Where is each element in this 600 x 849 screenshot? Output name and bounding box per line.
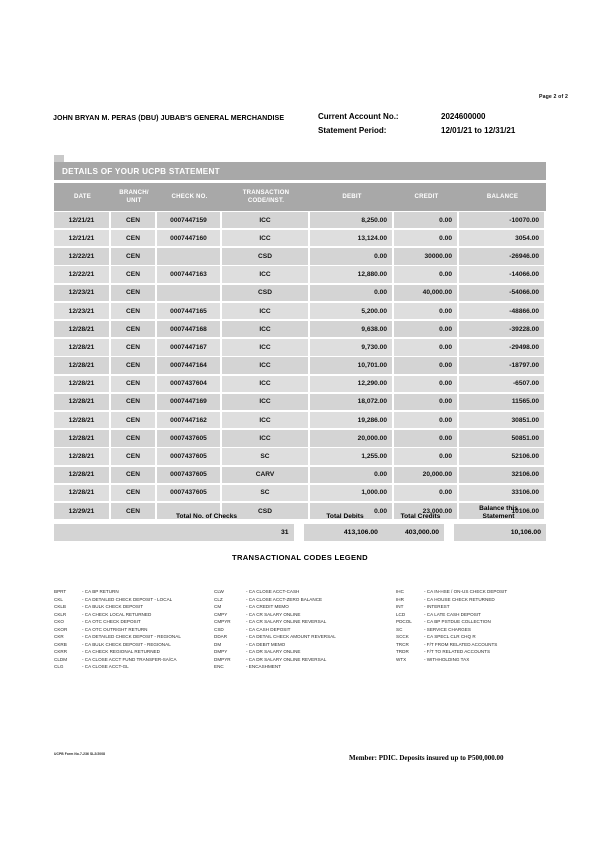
cell-date: 12/22/21 <box>54 248 109 264</box>
table-row <box>54 229 546 247</box>
totals-gap-2 <box>444 524 454 541</box>
legend-description: - CA HOUSE CHECK RETURNED <box>424 596 495 602</box>
cell-transaction-code: ICC <box>222 376 308 392</box>
table-row <box>54 484 546 502</box>
statement-period-label: Statement Period: <box>318 125 387 135</box>
legend-code: IHC <box>396 589 404 594</box>
legend-code: CKLR <box>54 611 67 617</box>
legend-item <box>214 663 396 671</box>
legend-item <box>396 656 554 664</box>
cell-debit: 0.00 <box>310 285 392 301</box>
legend-item <box>54 663 214 671</box>
legend-description: - CA OTC OUTRIGHT RETURN <box>82 626 148 632</box>
cell-date: 12/28/21 <box>54 430 109 446</box>
cell-credit: 0.00 <box>394 430 457 446</box>
table-row <box>54 411 546 429</box>
legend-item <box>214 641 396 649</box>
cell-credit: 0.00 <box>394 412 457 428</box>
column-header-date: DATE <box>74 192 91 200</box>
legend-column-3 <box>396 588 554 671</box>
legend-description: - CA CLOSE ACCT FUND TRANSFER-SA/CA <box>82 656 177 662</box>
cell-date: 12/28/21 <box>54 467 109 483</box>
column-header-debit: DEBIT <box>342 192 362 200</box>
legend-item <box>214 648 396 656</box>
cell-credit: 0.00 <box>394 339 457 355</box>
legend-description: - CA SPECL CLR CHQ R <box>424 634 476 640</box>
table-row <box>54 357 546 375</box>
account-number-row <box>318 112 515 121</box>
cell-credit: 23,000.00 <box>394 503 457 519</box>
legend-item <box>214 626 396 634</box>
cell-balance: -18797.00 <box>459 357 544 373</box>
legend-description: - CA BP RETURN <box>82 589 119 594</box>
legend-code: BPRT <box>54 589 67 594</box>
legend-code: CKOR <box>54 626 68 632</box>
cell-check-no: 0007447168 <box>157 321 220 337</box>
cell-balance: -10070.00 <box>459 212 544 228</box>
cell-balance: -39228.00 <box>459 321 544 337</box>
cell-date: 12/23/21 <box>54 285 109 301</box>
cell-balance: -29498.00 <box>459 339 544 355</box>
cell-branch-unit: CEN <box>111 230 155 246</box>
cell-branch-unit: CEN <box>111 303 155 319</box>
cell-date: 12/28/21 <box>54 485 109 501</box>
total-checks-value: 31 <box>54 524 294 541</box>
legend-description: - F/T FROM RELATED ACCOUNTS <box>424 641 498 647</box>
legend-item <box>54 603 214 611</box>
legend-code: CKR <box>54 634 64 640</box>
column-header-transaction-code <box>222 183 310 211</box>
legend-code: CLG <box>54 664 64 670</box>
legend-item <box>214 596 396 604</box>
cell-check-no: 0007447159 <box>157 212 220 228</box>
cell-date: 12/28/21 <box>54 321 109 337</box>
column-header-code-line1: TRANSACTION <box>242 188 290 196</box>
legend-description: - CA DEBIT MEMO <box>246 641 286 647</box>
legend-column-1 <box>54 588 214 671</box>
legend-description: - CA DR SALARY ONLINE <box>246 649 301 655</box>
cell-date: 12/28/21 <box>54 412 109 428</box>
cell-check-no <box>157 285 220 301</box>
cell-debit: 5,200.00 <box>310 303 392 319</box>
cell-check-no: 0007447169 <box>157 394 220 410</box>
legend-description: - CA BULK CHECK DEPOSIT - REGIONAL <box>82 641 171 647</box>
column-header-branch-unit <box>111 183 157 211</box>
section-banner: DETAILS OF YOUR UCPB STATEMENT <box>54 162 546 180</box>
legend-description: - INTEREST <box>424 604 450 610</box>
table-row <box>54 393 546 411</box>
cell-debit: 12,880.00 <box>310 266 392 282</box>
legend-code: ENC <box>214 664 224 670</box>
legend-item <box>214 656 396 664</box>
cell-credit: 0.00 <box>394 448 457 464</box>
totals-gap <box>294 524 304 541</box>
legend-description: - CA BULK CHECK DEPOSIT <box>82 604 144 610</box>
legend-code: DM <box>214 641 222 647</box>
cell-check-no: 0007447167 <box>157 339 220 355</box>
legend-code: LCD <box>396 611 406 617</box>
legend-description: - SERVICE CHARGES <box>424 626 471 632</box>
legend-item <box>54 656 214 664</box>
cell-date: 12/21/21 <box>54 230 109 246</box>
legend-code: CLZ <box>214 596 223 602</box>
cell-date: 12/28/21 <box>54 376 109 392</box>
legend-code: WTX <box>396 656 407 662</box>
legend-description: - CA DR SALARY ONLINE REVERSAL <box>246 656 327 662</box>
legend-code: DDAR <box>214 634 228 640</box>
cell-balance: 33106.00 <box>459 485 544 501</box>
legend-description: - CA DETAILED CHECK DEPOSIT - REGIONAL <box>82 634 181 640</box>
legend-code: CKL <box>54 596 63 602</box>
legend-item <box>396 648 554 656</box>
cell-date: 12/21/21 <box>54 212 109 228</box>
total-debits-label: Total Debits <box>326 513 364 521</box>
cell-transaction-code: CARV <box>222 467 308 483</box>
cell-branch-unit: CEN <box>111 467 155 483</box>
cell-credit: 0.00 <box>394 485 457 501</box>
account-holder-name: JOHN BRYAN M. PERAS (DBU) JUBAB'S GENERAL MERCHANDISE <box>53 114 285 122</box>
legend-item <box>54 633 214 641</box>
statement-period-value: 12/01/21 to 12/31/21 <box>441 125 516 135</box>
legend-code: CLDM <box>54 656 68 662</box>
cell-debit: 1,000.00 <box>310 485 392 501</box>
total-checks-label: Total No. of Checks <box>175 513 238 521</box>
cell-check-no: 0007447165 <box>157 303 220 319</box>
page-number: Page 2 of 2 <box>538 94 568 100</box>
legend-code: PDCOL <box>396 619 412 625</box>
table-row <box>54 320 546 338</box>
legend-code: CSD <box>214 626 224 632</box>
cell-transaction-code: ICC <box>222 430 308 446</box>
legend <box>54 588 554 671</box>
cell-branch-unit: CEN <box>111 485 155 501</box>
legend-item <box>396 588 554 596</box>
cell-debit: 12,290.00 <box>310 376 392 392</box>
cell-branch-unit: CEN <box>111 430 155 446</box>
cell-balance: -54066.00 <box>459 285 544 301</box>
cell-branch-unit: CEN <box>111 321 155 337</box>
cell-balance: 50851.00 <box>459 430 544 446</box>
cell-balance: -48866.00 <box>459 303 544 319</box>
cell-debit: 8,250.00 <box>310 212 392 228</box>
legend-description: - CA CR SALARY ONLINE <box>246 611 301 617</box>
cell-branch-unit: CEN <box>111 285 155 301</box>
legend-code: CMPY <box>214 611 228 617</box>
legend-description: - CA DETAILED CHECK DEPOSIT - LOCAL <box>82 596 173 602</box>
legend-code: TRCR <box>396 641 409 647</box>
legend-description: - CA OTC CHECK DEPOSIT <box>82 619 141 625</box>
cell-balance: 10106.00 <box>459 503 544 519</box>
cell-branch-unit: CEN <box>111 412 155 428</box>
cell-transaction-code: ICC <box>222 321 308 337</box>
legend-description: - CA CHECK LOCAL RETURNED <box>82 611 152 617</box>
balance-label-line2: Statement <box>482 513 515 521</box>
cell-transaction-code: ICC <box>222 339 308 355</box>
pdic-member-notice: Member: PDIC. Deposits insured up to P500,000.00 <box>349 754 504 762</box>
legend-code: CKRR <box>54 649 68 655</box>
legend-code: CKLB <box>54 604 67 610</box>
cell-debit: 18,072.00 <box>310 394 392 410</box>
cell-debit: 9,638.00 <box>310 321 392 337</box>
cell-check-no: 0007447163 <box>157 266 220 282</box>
cell-credit: 0.00 <box>394 230 457 246</box>
cell-debit: 13,124.00 <box>310 230 392 246</box>
cell-credit: 20,000.00 <box>394 467 457 483</box>
cell-debit: 20,000.00 <box>310 430 392 446</box>
legend-code: DMPYR <box>214 656 231 662</box>
table-row <box>54 375 546 393</box>
cell-transaction-code: ICC <box>222 212 308 228</box>
legend-description: - CA LATE CASH DEPOSIT <box>424 611 481 617</box>
legend-description: - WITHHOLDING TAX <box>424 656 470 662</box>
totals-value-row <box>54 524 546 541</box>
table-row <box>54 466 546 484</box>
legend-code: CM <box>214 604 222 610</box>
cell-check-no: 0007437605 <box>157 485 220 501</box>
balance-this-statement-label <box>451 505 546 522</box>
cell-credit: 0.00 <box>394 321 457 337</box>
cell-credit: 0.00 <box>394 357 457 373</box>
cell-balance: 11565.00 <box>459 394 544 410</box>
legend-code: CMPYR <box>214 619 231 625</box>
totals-section <box>54 502 546 541</box>
legend-item <box>214 633 396 641</box>
legend-description: - CA CLOSE ACCT-GL <box>82 664 129 670</box>
cell-balance: -26946.00 <box>459 248 544 264</box>
cell-credit: 0.00 <box>394 303 457 319</box>
legend-item <box>54 641 214 649</box>
total-credits-value: 403,000.00 <box>383 524 444 541</box>
cell-credit: 0.00 <box>394 394 457 410</box>
cell-transaction-code: SC <box>222 448 308 464</box>
legend-description: - CA DETAIL CHECK AMOUNT REVERSAL <box>246 634 336 640</box>
cell-branch-unit: CEN <box>111 266 155 282</box>
cell-credit: 0.00 <box>394 212 457 228</box>
legend-description: - F/T TO RELATED ACCOUNTS <box>424 649 491 655</box>
cell-debit: 10,701.00 <box>310 357 392 373</box>
cell-transaction-code: ICC <box>222 266 308 282</box>
legend-code: INT <box>396 604 404 610</box>
statement-period-row <box>318 126 515 135</box>
cell-check-no: 0007447162 <box>157 412 220 428</box>
legend-code: CKRB <box>54 641 67 647</box>
cell-branch-unit: CEN <box>111 357 155 373</box>
table-body <box>54 211 546 520</box>
legend-code: SC <box>396 626 403 632</box>
cell-check-no: 0007437605 <box>157 430 220 446</box>
cell-transaction-code: ICC <box>222 394 308 410</box>
cell-branch-unit: CEN <box>111 448 155 464</box>
cell-transaction-code: SC <box>222 485 308 501</box>
cell-transaction-code: CSD <box>222 285 308 301</box>
legend-description: - CA CR SALARY ONLINE REVERSAL <box>246 619 327 625</box>
legend-description: - CA BP PSTDUE COLLECTION <box>424 619 491 625</box>
column-header-check-no: CHECK NO. <box>171 192 208 200</box>
legend-code: CLW <box>214 589 224 594</box>
legend-item <box>54 648 214 656</box>
cell-branch-unit: CEN <box>111 503 155 519</box>
cell-check-no: 0007437604 <box>157 376 220 392</box>
cell-check-no: 0007447160 <box>157 230 220 246</box>
cell-credit: 0.00 <box>394 266 457 282</box>
transactions-table <box>54 183 546 520</box>
cell-check-no: 0007447164 <box>157 357 220 373</box>
total-debits-value: 413,106.00 <box>304 524 383 541</box>
cell-date: 12/28/21 <box>54 357 109 373</box>
legend-item <box>54 588 214 596</box>
table-header-row <box>54 183 546 211</box>
legend-item <box>396 633 554 641</box>
account-number-label: Current Account No.: <box>318 112 399 121</box>
cell-debit: 0.00 <box>310 248 392 264</box>
legend-item <box>396 603 554 611</box>
legend-description: - ENCASHMENT <box>246 664 281 670</box>
cell-balance: -14066.00 <box>459 266 544 282</box>
legend-description: - CA CLOSE ACCT-CASH <box>246 589 300 594</box>
column-header-branch-line2: UNIT <box>126 197 142 204</box>
legend-code: IHR <box>396 596 404 602</box>
legend-item <box>214 611 396 619</box>
cell-branch-unit: CEN <box>111 248 155 264</box>
legend-title: TRANSACTIONAL CODES LEGEND <box>232 553 368 562</box>
cell-balance: 32106.00 <box>459 467 544 483</box>
legend-description: - CA CLOSE ACCT-ZERO BALANCE <box>246 596 323 602</box>
cell-transaction-code: ICC <box>222 357 308 373</box>
cell-date: 12/22/21 <box>54 266 109 282</box>
legend-item <box>396 611 554 619</box>
cell-branch-unit: CEN <box>111 212 155 228</box>
cell-debit: 19,286.00 <box>310 412 392 428</box>
legend-code: SCCK <box>396 634 409 640</box>
cell-date: 12/28/21 <box>54 448 109 464</box>
cell-debit: 0.00 <box>310 503 392 519</box>
cell-check-no: 0007437605 <box>157 448 220 464</box>
column-header-branch-line1: BRANCH/ <box>119 188 149 196</box>
cell-date: 12/23/21 <box>54 303 109 319</box>
cell-balance: 3054.00 <box>459 230 544 246</box>
total-credits-label: Total Credits <box>400 513 441 521</box>
column-header-code-line2: CODE/INST. <box>247 197 285 204</box>
legend-item <box>214 618 396 626</box>
legend-description: - CA CREDIT MEMO <box>246 604 289 610</box>
legend-code: CKO <box>54 619 64 625</box>
account-number-value: 2024600000 <box>441 112 486 121</box>
cell-transaction-code: ICC <box>222 412 308 428</box>
column-header-credit: CREDIT <box>414 192 439 200</box>
legend-code: DMPY <box>214 649 228 655</box>
legend-item <box>396 596 554 604</box>
cell-credit: 40,000.00 <box>394 285 457 301</box>
account-summary-fields <box>318 112 515 139</box>
cell-branch-unit: CEN <box>111 376 155 392</box>
table-row <box>54 302 546 320</box>
cell-date: 12/28/21 <box>54 394 109 410</box>
cell-transaction-code: ICC <box>222 230 308 246</box>
cell-credit: 30000.00 <box>394 248 457 264</box>
cell-date: 12/28/21 <box>54 339 109 355</box>
cell-branch-unit: CEN <box>111 339 155 355</box>
legend-item <box>54 596 214 604</box>
table-row <box>54 284 546 302</box>
legend-item <box>54 611 214 619</box>
legend-item <box>396 641 554 649</box>
table-row <box>54 266 546 284</box>
legend-column-2 <box>214 588 396 671</box>
cell-debit: 1,255.00 <box>310 448 392 464</box>
table-row <box>54 338 546 356</box>
legend-item <box>214 588 396 596</box>
legend-item <box>396 626 554 634</box>
table-row <box>54 211 546 229</box>
legend-item <box>54 626 214 634</box>
cell-check-no: 0007437605 <box>157 467 220 483</box>
cell-transaction-code: CSD <box>222 248 308 264</box>
balance-label-line1: Balance this <box>479 504 518 512</box>
cell-transaction-code: ICC <box>222 303 308 319</box>
column-header-balance: BALANCE <box>486 192 519 200</box>
banner-notch <box>54 155 64 162</box>
totals-label-row <box>54 502 546 524</box>
cell-date: 12/29/21 <box>54 503 109 519</box>
cell-balance: 30851.00 <box>459 412 544 428</box>
legend-item <box>214 603 396 611</box>
legend-code: TRDR <box>396 649 409 655</box>
cell-transaction-code: CSD <box>222 503 308 519</box>
form-number: UCPB Form No.7-236 SL2/2008 <box>54 752 106 756</box>
legend-description: - CA CASH DEPOSIT <box>246 626 291 632</box>
legend-description: - CA CHECK REGIONAL RETURNED <box>82 649 160 655</box>
table-row <box>54 429 546 447</box>
legend-item <box>54 618 214 626</box>
cell-balance: -6507.00 <box>459 376 544 392</box>
cell-credit: 0.00 <box>394 376 457 392</box>
cell-branch-unit: CEN <box>111 394 155 410</box>
balance-this-statement-value: 10,106.00 <box>454 524 546 541</box>
legend-item <box>396 618 554 626</box>
cell-debit: 0.00 <box>310 467 392 483</box>
cell-debit: 9,730.00 <box>310 339 392 355</box>
cell-check-no <box>157 248 220 264</box>
table-row <box>54 447 546 465</box>
legend-description: - CA IN-HSE / ON-US CHECK DEPOSIT <box>424 589 508 594</box>
table-row <box>54 247 546 265</box>
cell-balance: 52106.00 <box>459 448 544 464</box>
